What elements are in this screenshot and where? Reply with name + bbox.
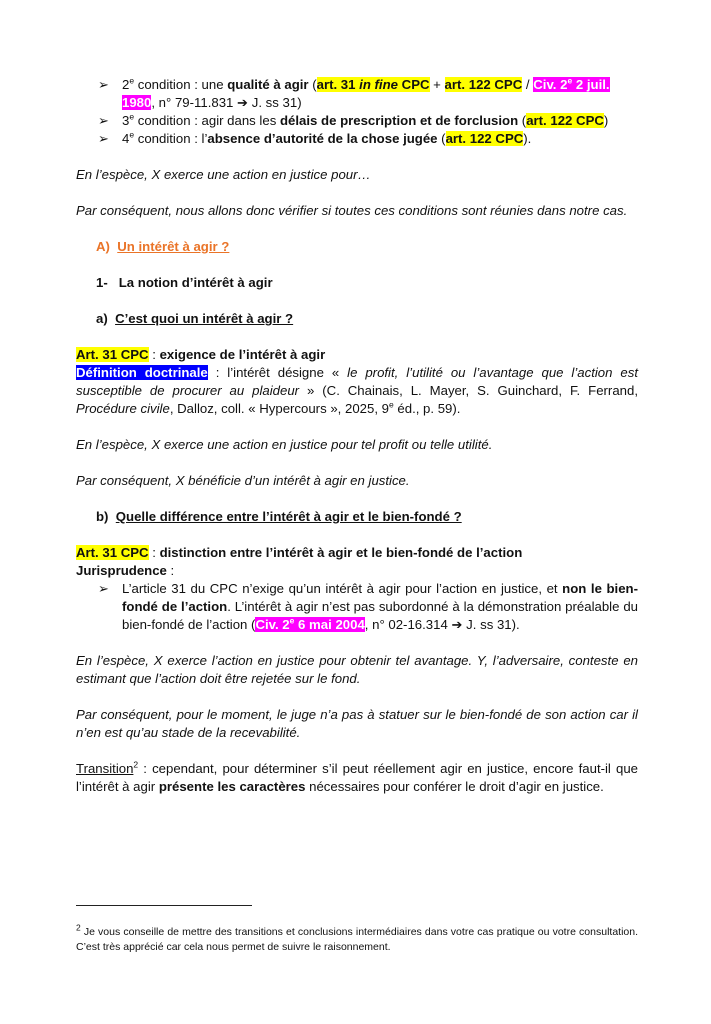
consequence-paragraph: Par conséquent, nous allons donc vérifier si toutes ces conditions sont réunies dans notre cas. <box>76 203 628 218</box>
espece-paragraph: En l’espèce, X exerce une action en justice pour… <box>76 167 371 182</box>
article-title: Art. 31 CPC : exigence de l’intérêt à agir <box>76 347 326 362</box>
ref-highlight: art. 31 in fine CPC <box>316 77 430 92</box>
subsection-heading-a: a) C’est quoi un intérêt à agir ? <box>96 311 294 326</box>
article-title: Art. 31 CPC : distinction entre l’intérêt à agir et le bien-fondé de l’action <box>76 545 523 560</box>
page-body <box>76 76 638 796</box>
transition-paragraph: Transition$^2$ : cependant, pour déterminer s’il peut réellement agir en justice, encore faut-il que l’intérêt à agir présente les caractères nécessaires pour conférer le droit d’agir en justice. <box>76 759 638 794</box>
arrow-bullet-icon: ➢ <box>98 581 109 596</box>
footnote-separator <box>76 905 252 906</box>
footnote: $^2$ Je vous conseille de mettre des transitions et conclusions intermédiaires dans votre cas pratique ou votre consultation. C’est très apprécié car cela nous permet de suivre le raisonnement. <box>76 922 638 953</box>
jurisprudence-item: ➢ L’article 31 du CPC n’exige qu’un intérêt à agir pour l’action en justice, et non le bien-fondé de l’action. L’intérêt à agir n’est pas subordonné à la démonstration préalable du bien-fondé de l’action (Civ. 2e 6 mai 2004, n° 02-16.314 ➔ J. ss 31). <box>98 581 638 632</box>
subsection-heading-b: b) Quelle différence entre l’intérêt à agir et le bien-fondé ? <box>96 509 462 524</box>
arrow-right-icon: ➔ <box>451 617 463 632</box>
espece-paragraph: En l’espèce, X exerce l’action en justice pour obtenir tel avantage. Y, l’adversaire, conteste en estimant que l’action doit être rejetée sur le fond. <box>76 653 638 686</box>
definition-paragraph: Définition doctrinale : l’intérêt désigne « le profit, l’utilité ou l’avantage que l’action est susceptible de procurer au plaideur » (C. Chainais, L. Mayer, S. Guinchard, F. Ferrand, Procédure civile, Dalloz, coll. « Hypercours », 2025, 9e éd., p. 59). <box>76 365 638 416</box>
jurisprudence-label: Jurisprudence : <box>76 563 175 578</box>
arrow-bullet-icon: ➢ <box>98 131 109 146</box>
arrow-bullet-icon: ➢ <box>98 113 109 128</box>
condition-item-4: ➢ 4e condition : l’absence d’autorité de la chose jugée (art. 122 CPC). <box>98 129 532 146</box>
condition-item-2: ➢ 2e condition : une qualité à agir (art. 31 in fine CPC + art. 122 CPC / Civ. 2e 2 juil. 1980, n° 79-11.831 ➔ J. ss 31) <box>98 75 610 110</box>
section-heading-a: A) Un intérêt à agir ? <box>96 239 230 254</box>
definition-label: Définition doctrinale <box>76 365 208 380</box>
condition-item-3: ➢ 3e condition : agir dans les délais de prescription et de forclusion (art. 122 CPC) <box>98 111 609 128</box>
case-highlight: Civ. 2e 2 juil. 1980 <box>122 75 610 110</box>
consequence-paragraph: Par conséquent, pour le moment, le juge n’a pas à statuer sur le bien-fondé de son action car il n’en est qu’au stade de la recevabilité. <box>76 707 638 740</box>
arrow-bullet-icon: ➢ <box>98 77 109 92</box>
ref-highlight: art. 122 CPC <box>445 131 524 146</box>
ref-highlight: Art. 31 CPC <box>76 347 149 362</box>
case-highlight: Civ. 2e 6 mai 2004 <box>255 615 365 632</box>
espece-paragraph: En l’espèce, X exerce une action en justice pour tel profit ou telle utilité. <box>76 437 493 452</box>
ref-highlight: Art. 31 CPC <box>76 545 149 560</box>
ref-highlight: art. 122 CPC <box>444 77 523 92</box>
consequence-paragraph: Par conséquent, X bénéficie d’un intérêt à agir en justice. <box>76 473 410 488</box>
arrow-right-icon: ➔ <box>237 95 249 110</box>
ref-highlight: art. 122 CPC <box>526 113 604 128</box>
subsection-heading-1: 1- La notion d’intérêt à agir <box>96 275 273 290</box>
